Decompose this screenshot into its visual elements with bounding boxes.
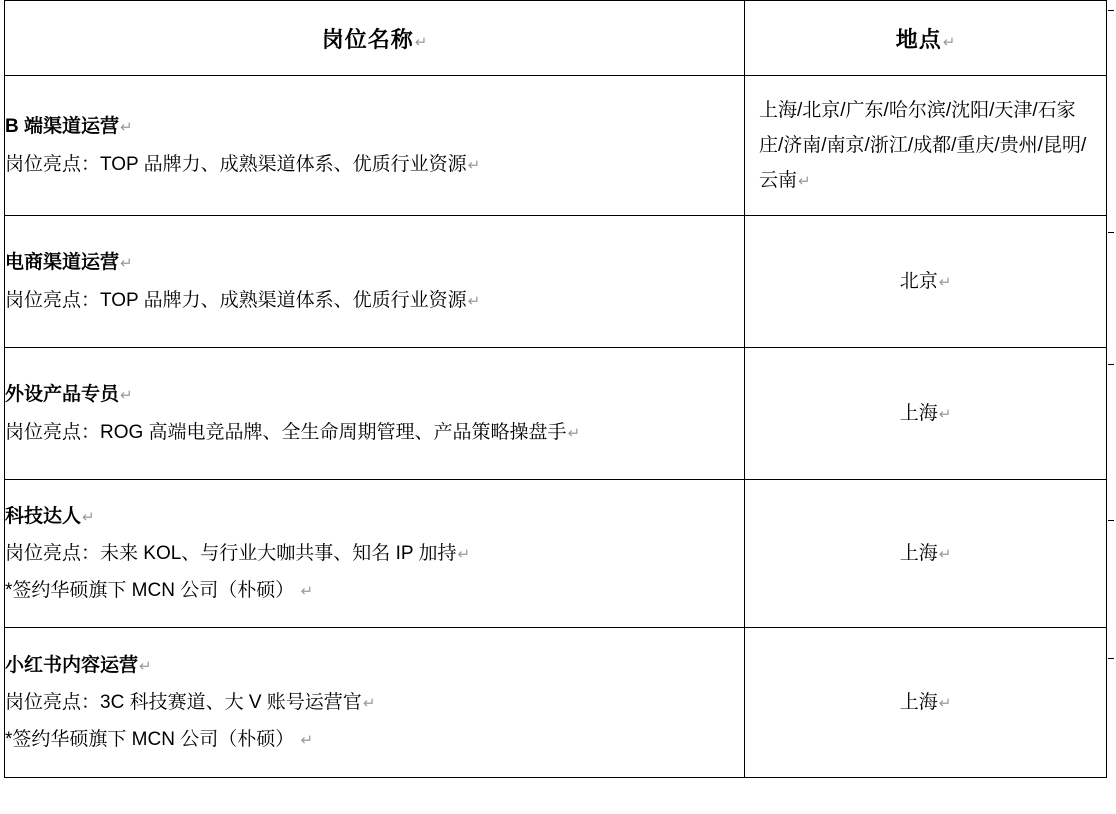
- job-name: [5, 647, 744, 684]
- table-row: [5, 348, 1107, 480]
- job-note-text: *签约华硕旗下 MCN 公司（朴硕）: [5, 580, 295, 602]
- paragraph-mark-icon: ↵: [457, 545, 471, 563]
- paragraph-mark-icon: ↵: [938, 273, 952, 291]
- job-name-text: 电商渠道运营: [5, 252, 120, 274]
- job-name: [5, 244, 744, 281]
- job-name-text: B 端渠道运营: [5, 116, 120, 138]
- job-note: [5, 572, 744, 609]
- job-location-text: 上海/北京/广东/哈尔滨/沈阳/天津/石家庄/济南/南京/浙江/成都/重庆/贵州/昆明/云南: [759, 99, 1087, 192]
- table-row: [5, 76, 1107, 216]
- header-cell-location: [745, 1, 1107, 76]
- job-highlight: [5, 282, 744, 319]
- paragraph-mark-icon: ↵: [798, 173, 811, 191]
- job-note: [5, 721, 744, 758]
- paragraph-mark-icon: ↵: [300, 732, 314, 750]
- job-location-cell: [745, 628, 1107, 778]
- paragraph-mark-icon: ↵: [82, 508, 95, 526]
- job-location-text: 上海: [899, 691, 938, 713]
- job-name-text: 外设产品专员: [5, 384, 120, 406]
- job-highlight-text: 岗位亮点：TOP 品牌力、成熟渠道体系、优质行业资源: [5, 153, 467, 175]
- job-location-cell: [745, 348, 1107, 480]
- job-location-text: 上海: [899, 542, 938, 564]
- header-cell-job-title: [5, 1, 745, 76]
- paragraph-mark-icon: ↵: [120, 119, 133, 137]
- job-highlight: [5, 414, 744, 451]
- job-title-cell: [5, 348, 745, 480]
- paragraph-mark-icon: ↵: [120, 387, 133, 405]
- job-highlight-text: 岗位亮点：未来 KOL、与行业大咖共事、知名 IP 加持: [5, 542, 457, 564]
- job-name-text: 小红书内容运营: [5, 654, 139, 676]
- paragraph-mark-icon: ↵: [942, 33, 956, 51]
- table-row: [5, 628, 1107, 778]
- job-location-text: 北京: [899, 270, 938, 292]
- page-edge-mark: [1108, 364, 1114, 365]
- job-highlight-text: 岗位亮点：ROG 高端电竞品牌、全生命周期管理、产品策略操盘手: [5, 421, 567, 443]
- job-highlight-text: 岗位亮点：3C 科技赛道、大 V 账号运营官: [5, 691, 362, 713]
- job-title-cell: [5, 216, 745, 348]
- job-title-cell: [5, 76, 745, 216]
- job-note-text: *签约华硕旗下 MCN 公司（朴硕）: [5, 729, 295, 751]
- paragraph-mark-icon: ↵: [938, 405, 952, 423]
- job-highlight: [5, 535, 744, 572]
- table-row: [5, 216, 1107, 348]
- page-edge-mark: [1108, 10, 1114, 11]
- paragraph-mark-icon: ↵: [467, 156, 481, 174]
- job-name: [5, 376, 744, 413]
- job-name: [5, 108, 744, 145]
- paragraph-mark-icon: ↵: [414, 33, 428, 51]
- job-location-cell: [745, 480, 1107, 628]
- job-location-text: 上海: [899, 402, 938, 424]
- job-location-cell: [745, 216, 1107, 348]
- paragraph-mark-icon: ↵: [120, 255, 133, 273]
- header-label-location: 地点: [895, 26, 942, 52]
- page-edge-mark: [1108, 232, 1114, 233]
- paragraph-mark-icon: ↵: [938, 545, 952, 563]
- page-edge-mark: [1108, 658, 1114, 659]
- job-highlight: [5, 146, 744, 183]
- job-location-cell: [745, 76, 1107, 216]
- paragraph-mark-icon: ↵: [938, 694, 952, 712]
- paragraph-mark-icon: ↵: [139, 657, 152, 675]
- job-highlight: [5, 684, 744, 721]
- table-row: [5, 480, 1107, 628]
- job-title-cell: [5, 628, 745, 778]
- page-edge-mark: [1108, 520, 1114, 521]
- job-name: [5, 498, 744, 535]
- table-header-row: [5, 1, 1107, 76]
- paragraph-mark-icon: ↵: [567, 424, 581, 442]
- job-name-text: 科技达人: [5, 505, 82, 527]
- job-title-cell: [5, 480, 745, 628]
- job-listing-table: [4, 0, 1107, 778]
- paragraph-mark-icon: ↵: [467, 292, 481, 310]
- header-label-job-title: 岗位名称: [321, 26, 414, 52]
- job-highlight-text: 岗位亮点：TOP 品牌力、成熟渠道体系、优质行业资源: [5, 289, 467, 311]
- paragraph-mark-icon: ↵: [362, 694, 376, 712]
- paragraph-mark-icon: ↵: [300, 583, 314, 601]
